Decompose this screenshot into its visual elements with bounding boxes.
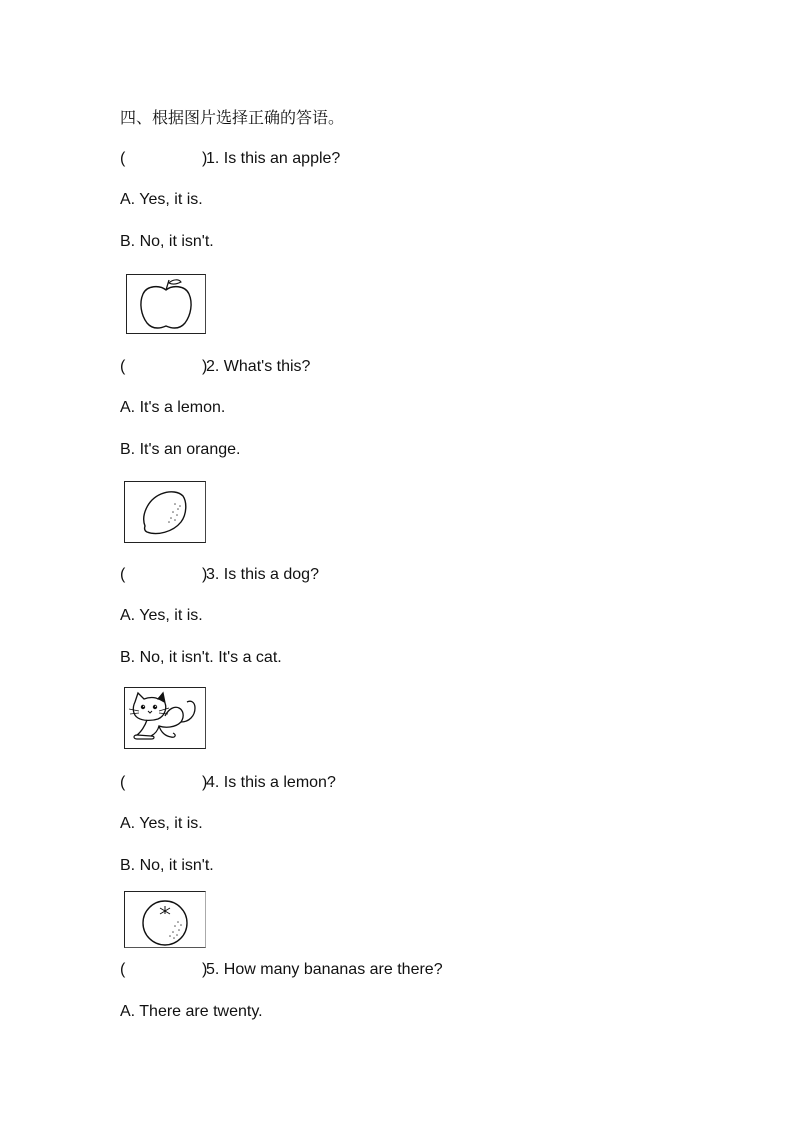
- question-3-option-b: B. No, it isn't. It's a cat.: [120, 649, 282, 666]
- answer-paren-close: ): [202, 961, 208, 978]
- cat-picture: [124, 687, 206, 749]
- answer-paren-close: ): [202, 566, 208, 583]
- answer-blank-1[interactable]: [128, 149, 200, 169]
- question-4-option-b: B. No, it isn't.: [120, 857, 214, 874]
- section-title: 四、根据图片选择正确的答语。: [120, 108, 345, 127]
- question-2: [120, 357, 520, 377]
- answer-paren-open: (: [120, 566, 126, 583]
- question-4-option-a: A. Yes, it is.: [120, 815, 203, 832]
- orange-icon: [125, 892, 205, 947]
- answer-paren-open: (: [120, 150, 126, 167]
- question-4: [120, 773, 520, 793]
- question-1-stem: 1. Is this an apple?: [206, 150, 341, 167]
- answer-blank-2[interactable]: [128, 357, 200, 377]
- question-3-option-a: A. Yes, it is.: [120, 607, 203, 624]
- answer-paren-close: ): [202, 150, 208, 167]
- answer-paren-close: ): [202, 774, 208, 791]
- question-4-stem: 4. Is this a lemon?: [206, 774, 336, 791]
- apple-icon: [127, 275, 205, 333]
- answer-paren-open: (: [120, 774, 126, 791]
- apple-picture: [126, 274, 206, 334]
- question-3: [120, 565, 520, 585]
- cat-icon: [125, 688, 205, 748]
- orange-picture: [124, 891, 206, 948]
- question-1: [120, 149, 520, 169]
- question-3-stem: 3. Is this a dog?: [206, 566, 319, 583]
- lemon-icon: [125, 482, 205, 542]
- answer-blank-5[interactable]: [128, 960, 200, 980]
- answer-paren-open: (: [120, 961, 126, 978]
- lemon-picture: [124, 481, 206, 543]
- question-5-stem: 5. How many bananas are there?: [206, 961, 443, 978]
- question-5-option-a: A. There are twenty.: [120, 1003, 263, 1020]
- answer-blank-3[interactable]: [128, 565, 200, 585]
- question-2-stem: 2. What's this?: [206, 358, 311, 375]
- question-1-option-b: B. No, it isn't.: [120, 233, 214, 250]
- answer-blank-4[interactable]: [128, 773, 200, 793]
- question-2-option-b: B. It's an orange.: [120, 441, 241, 458]
- question-2-option-a: A. It's a lemon.: [120, 399, 226, 416]
- question-5: [120, 960, 520, 980]
- answer-paren-open: (: [120, 358, 126, 375]
- question-1-option-a: A. Yes, it is.: [120, 191, 203, 208]
- answer-paren-close: ): [202, 358, 208, 375]
